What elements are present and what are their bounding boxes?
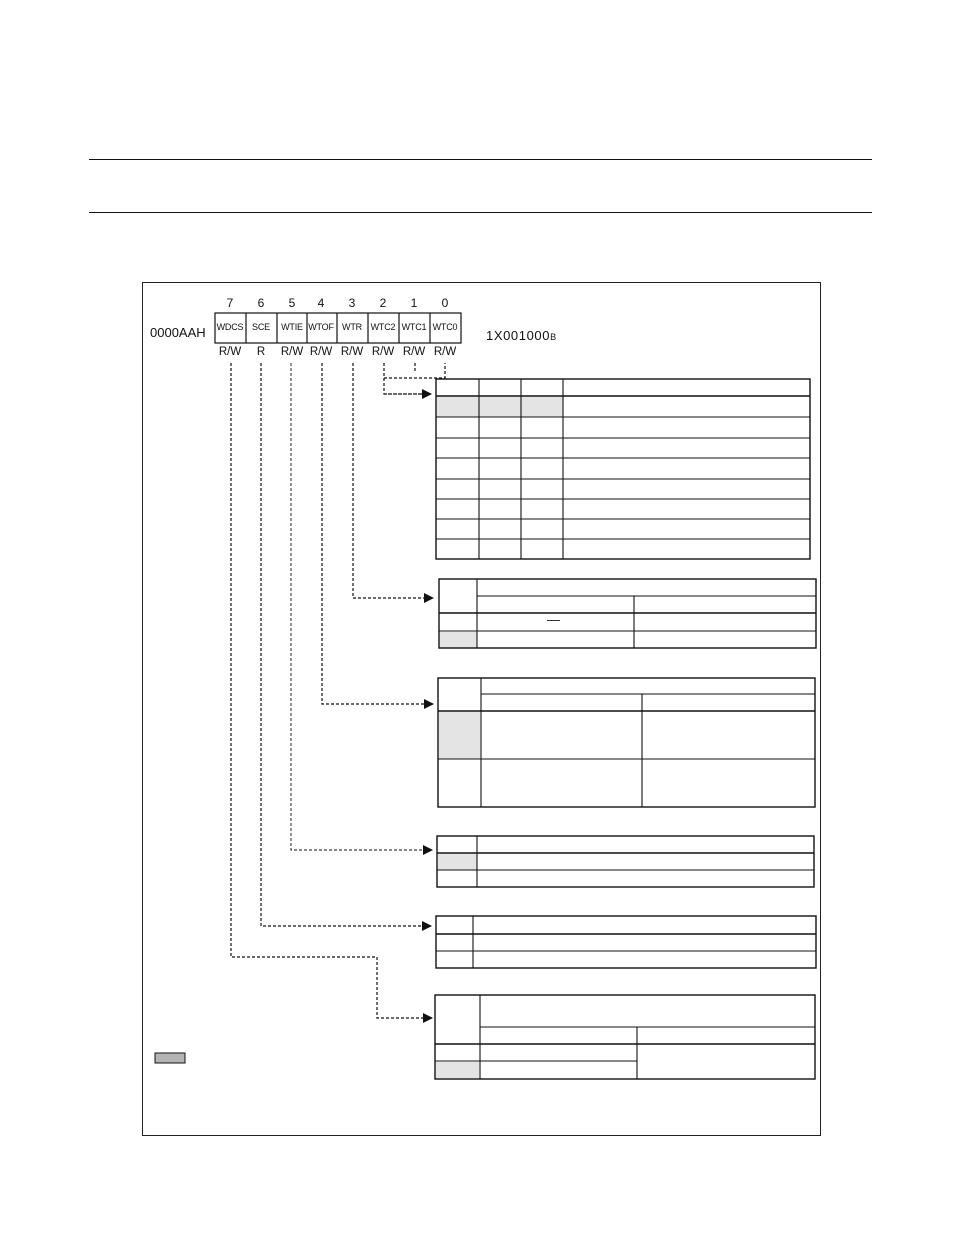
header-rule-top	[89, 159, 872, 160]
bit-number-1: 1	[410, 296, 418, 310]
wtr-default-row-shade	[440, 632, 477, 648]
wtof-default-row-shade	[439, 712, 480, 759]
bit-access-7: R/W	[218, 346, 242, 358]
bit-access-3: R/W	[340, 346, 364, 358]
bit-name-wtc0: WTC0	[432, 322, 458, 332]
bit-name-sce: SCE	[252, 322, 270, 332]
wtof-table	[438, 678, 815, 807]
header-rule-bottom	[89, 212, 872, 213]
bit-number-6: 6	[257, 296, 265, 310]
bit-number-2: 2	[379, 296, 387, 310]
bit-access-2: R/W	[371, 346, 395, 358]
wdcs-table	[435, 995, 815, 1079]
wtie-default-row-shade	[438, 854, 477, 870]
initial-value-suffix: B	[550, 332, 557, 342]
register-address: 0000AAH	[150, 325, 206, 340]
bit-access-4: R/W	[309, 346, 333, 358]
bit-name-wtr: WTR	[342, 322, 362, 332]
bit-name-wtof: WTOF	[308, 322, 334, 332]
wtc-select-table	[436, 379, 810, 559]
wtr-table	[439, 579, 816, 648]
register-bit-cells	[215, 313, 461, 343]
bit-name-wtc1: WTC1	[401, 322, 427, 332]
legend-swatch	[155, 1053, 185, 1063]
bit-access-1: R/W	[402, 346, 426, 358]
bit-number-4: 4	[317, 296, 325, 310]
register-diagram	[143, 283, 820, 1135]
leader-wtof	[322, 363, 433, 704]
wtie-table	[437, 836, 814, 887]
initial-value-digits: 1X001000	[486, 328, 551, 343]
bit-number-5: 5	[288, 296, 296, 310]
bit-name-wtc2: WTC2	[370, 322, 396, 332]
wtr-dash: —	[547, 612, 560, 627]
leader-wtr	[353, 363, 433, 598]
leader-wtie	[291, 363, 432, 850]
bit-access-6: R	[256, 346, 266, 358]
bit-access-0: R/W	[433, 346, 457, 358]
bit-name-wdcs: WDCS	[216, 322, 244, 332]
bit-number-0: 0	[441, 296, 449, 310]
leader-sce	[261, 363, 431, 926]
bit-access-5: R/W	[280, 346, 304, 358]
wtc-default-row-shade	[437, 397, 563, 417]
bit-number-7: 7	[226, 296, 234, 310]
bit-number-3: 3	[348, 296, 356, 310]
wdcs-default-row-shade	[436, 1062, 479, 1078]
sce-table	[436, 916, 816, 968]
bit-name-wtie: WTIE	[281, 322, 303, 332]
register-figure-frame	[142, 282, 821, 1136]
